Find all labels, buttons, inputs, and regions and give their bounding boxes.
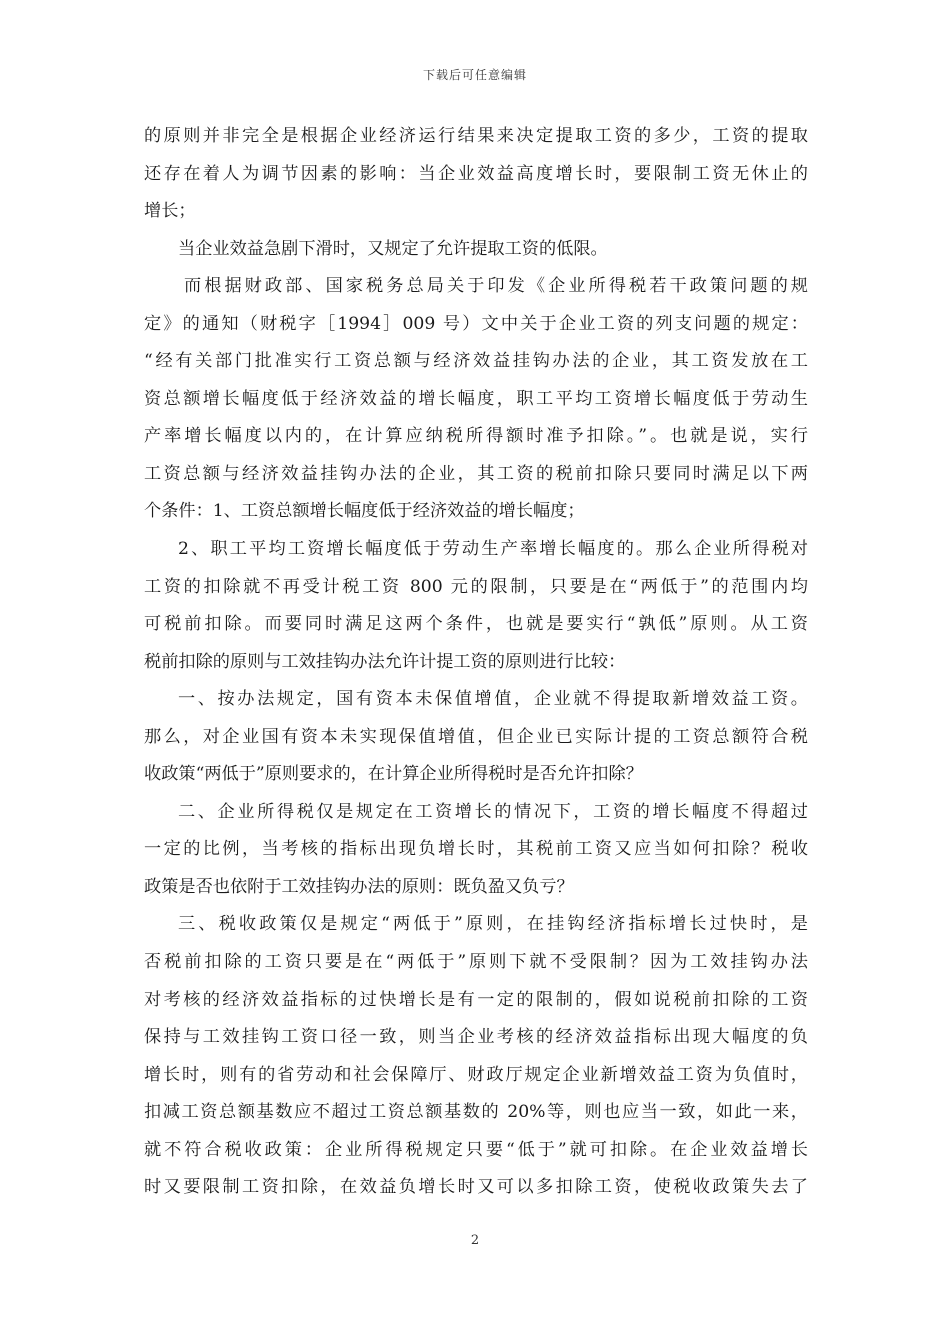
- text-line: 就不符合税收政策：企业所得税规定只要“低于”就可扣除。在企业效益增长: [144, 1139, 808, 1160]
- text-line: 个条件：1、工资总额增长幅度低于经济效益的增长幅度；: [144, 501, 585, 522]
- page-number: 2: [470, 1233, 480, 1248]
- body-text: [144, 118, 808, 1207]
- text-line: 政策是否也依附于工效挂钩办法的原则：既负盈又负亏？: [144, 876, 574, 897]
- text-line: 工资总额与经济效益挂钩办法的企业，其工资的税前扣除只要同时满足以下两: [144, 463, 808, 484]
- text-line: 二、企业所得税仅是规定在工资增长的情况下，工资的增长幅度不得超过: [178, 801, 808, 822]
- text-line: 产率增长幅度以内的，在计算应纳税所得额时准予扣除。”。也就是说，实行: [144, 426, 808, 447]
- text-line: 对考核的经济效益指标的过快增长是有一定的限制的，假如说税前扣除的工资: [144, 989, 808, 1010]
- text-line: 可税前扣除。而要同时满足这两个条件，也就是要实行“孰低”原则。从工资: [144, 614, 808, 635]
- text-line: 税前扣除的原则与工效挂钩办法允许计提工资的原则进行比较：: [144, 651, 626, 672]
- text-line: 三、税收政策仅是规定“两低于”原则，在挂钩经济指标增长过快时，是: [178, 914, 808, 935]
- text-line: “经有关部门批准实行工资总额与经济效益挂钩办法的企业，其工资发放在工: [144, 351, 808, 372]
- text-line: 收政策“两低于”原则要求的，在计算企业所得税时是否允许扣除？: [144, 764, 643, 785]
- text-line: 保持与工效挂钩工资口径一致，则当企业考核的经济效益指标出现大幅度的负: [144, 1027, 808, 1048]
- text-line: 还存在着人为调节因素的影响：当企业效益高度增长时，要限制工资无休止的: [144, 163, 808, 184]
- text-line: 扣减工资总额基数应不超过工资总额基数的 20%等，则也应当一致，如此一来，: [144, 1102, 808, 1123]
- text-line: 那么，对企业国有资本未实现保值增值，但企业已实际计提的工资总额符合税: [144, 726, 808, 747]
- text-line: 工资的扣除就不再受计税工资 800 元的限制，只要是在“两低于”的范围内均: [144, 576, 808, 597]
- text-line: 增长；: [144, 201, 196, 222]
- text-line: 2、职工平均工资增长幅度低于劳动生产率增长幅度的。那么企业所得税对: [178, 539, 808, 560]
- page-header: 下载后可任意编辑: [422, 68, 527, 82]
- text-line: 而根据财政部、国家税务总局关于印发《企业所得税若干政策问题的规: [184, 276, 808, 297]
- text-line: 否税前扣除的工资只要是在“两低于”原则下就不受限制？因为工效挂钩办法: [144, 952, 808, 973]
- text-line: 增长时，则有的省劳动和社会保障厅、财政厅规定企业新增效益工资为负值时，: [144, 1064, 808, 1085]
- text-line: 的原则并非完全是根据企业经济运行结果来决定提取工资的多少，工资的提取: [144, 126, 808, 146]
- text-line: 当企业效益急剧下滑时，又规定了允许提取工资的低限。: [178, 238, 608, 259]
- text-line: 定》的通知（财税字［1994］009 号）文中关于企业工资的列支问题的规定：: [144, 313, 808, 334]
- text-line: 一定的比例，当考核的指标出现负增长时，其税前工资又应当如何扣除？税收: [144, 839, 808, 860]
- text-line: 时又要限制工资扣除，在效益负增长时又可以多扣除工资，使税收政策失去了: [144, 1177, 808, 1198]
- text-line: 一、按办法规定，国有资本未保值增值，企业就不得提取新增效益工资。: [178, 689, 808, 710]
- text-line: 资总额增长幅度低于经济效益的增长幅度，职工平均工资增长幅度低于劳动生: [144, 388, 808, 409]
